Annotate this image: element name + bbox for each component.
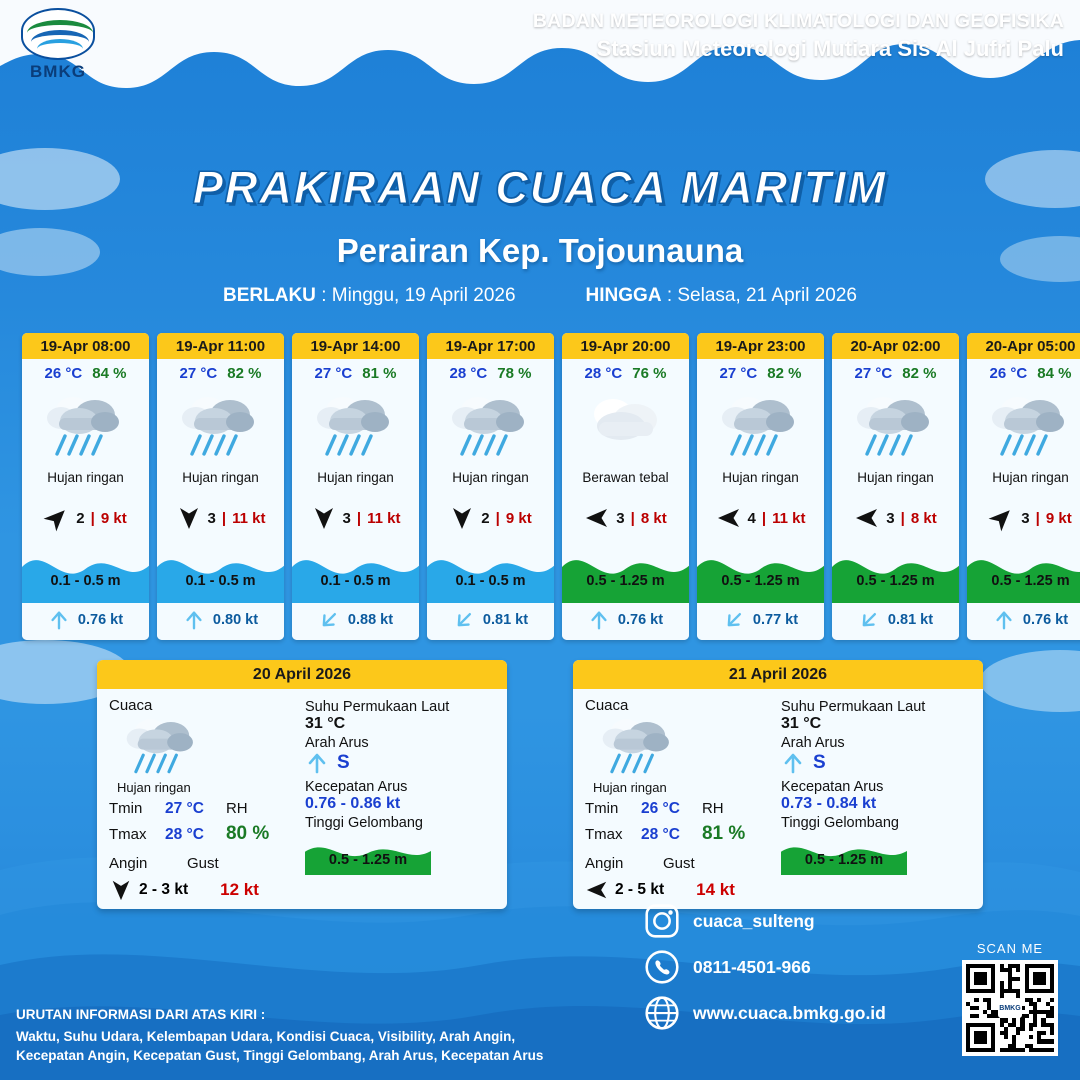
daily-current-speed-label: Kecepatan Arus bbox=[781, 779, 884, 795]
forecast-wind-scale: 3 bbox=[1021, 509, 1030, 527]
forecast-wind-speed: 9 kt bbox=[100, 509, 127, 527]
forecast-wave bbox=[292, 541, 419, 603]
contact-phone[interactable] bbox=[645, 950, 886, 984]
current-direction-arrow bbox=[48, 609, 70, 631]
forecast-wind: 2 | 9 kt bbox=[22, 491, 149, 541]
forecast-wind-scale: 3 bbox=[886, 509, 895, 527]
forecast-card bbox=[562, 333, 689, 640]
forecast-current bbox=[562, 603, 689, 640]
daily-wave-chip bbox=[305, 835, 431, 875]
org-line-2: Stasiun Meteorologi Mutiara Sis Al Jufri Palu bbox=[596, 36, 1064, 61]
forecast-time: 19-Apr 11:00 bbox=[157, 333, 284, 359]
website-url: www.cuaca.bmkg.go.id bbox=[693, 1002, 886, 1023]
daily-rh-value: 80 % bbox=[225, 823, 270, 844]
daily-current-speed-label: Kecepatan Arus bbox=[305, 779, 408, 795]
forecast-wave-height: 0.5 - 1.25 m bbox=[586, 573, 665, 589]
daily-tmin-value: 26 °C bbox=[641, 800, 680, 817]
daily-current-speed-value: 0.73 - 0.84 kt bbox=[781, 795, 877, 812]
daily-wind-row bbox=[585, 878, 775, 902]
forecast-current-speed: 0.80 kt bbox=[212, 612, 259, 628]
forecast-condition: Hujan ringan bbox=[182, 470, 259, 485]
bmkg-logo-mark bbox=[21, 8, 95, 60]
forecast-humidity: 76 % bbox=[632, 365, 667, 382]
forecast-time: 20-Apr 05:00 bbox=[967, 333, 1080, 359]
forecast-weather-icon bbox=[157, 384, 284, 470]
wind-direction-arrow bbox=[176, 505, 202, 531]
daily-wave-label: Tinggi Gelombang bbox=[305, 815, 423, 831]
forecast-wind: 3 | 11 kt bbox=[157, 491, 284, 541]
forecast-wind-scale: 2 bbox=[76, 509, 85, 527]
legend-note-title: URUTAN INFORMASI DARI ATAS KIRI : bbox=[16, 1007, 266, 1023]
forecast-temperature: 27 °C bbox=[854, 365, 893, 382]
daily-sst-label: Suhu Permukaan Laut bbox=[305, 699, 450, 715]
forecast-temperature: 28 °C bbox=[449, 365, 488, 382]
daily-weather-icon bbox=[585, 714, 775, 780]
forecast-temp-rh bbox=[967, 359, 1080, 384]
forecast-temp-rh bbox=[697, 359, 824, 384]
rain-icon bbox=[43, 388, 129, 466]
forecast-wave-height: 0.1 - 0.5 m bbox=[50, 573, 121, 589]
forecast-wind-speed: 9 kt bbox=[1045, 509, 1072, 527]
forecast-condition: Hujan ringan bbox=[47, 470, 124, 485]
wind-direction-arrow bbox=[584, 505, 610, 531]
forecast-temp-rh bbox=[157, 359, 284, 384]
forecast-current bbox=[832, 603, 959, 640]
forecast-current-speed: 0.76 kt bbox=[77, 612, 124, 628]
daily-wind-value: 2 - 5 kt bbox=[615, 881, 665, 898]
daily-sst-label: Suhu Permukaan Laut bbox=[781, 699, 926, 715]
wave-graphic bbox=[967, 541, 1080, 603]
forecast-wave bbox=[427, 541, 554, 603]
forecast-wave bbox=[967, 541, 1080, 603]
daily-panel-20-april bbox=[97, 660, 507, 909]
daily-condition: Hujan ringan bbox=[117, 780, 191, 795]
forecast-humidity: 81 % bbox=[362, 365, 397, 382]
forecast-card bbox=[292, 333, 419, 640]
daily-current-dir-label: Arah Arus bbox=[305, 735, 369, 751]
daily-tmin-label: Tmin bbox=[109, 800, 143, 817]
forecast-condition: Hujan ringan bbox=[452, 470, 529, 485]
daily-tmax-label: Tmax bbox=[585, 826, 623, 843]
daily-wave-chip bbox=[781, 835, 907, 875]
forecast-current bbox=[292, 603, 419, 640]
forecast-weather-icon bbox=[562, 384, 689, 470]
daily-tmax-value: 28 °C bbox=[641, 826, 680, 843]
forecast-wind: 3 | 9 kt bbox=[967, 491, 1080, 541]
bmkg-logo bbox=[14, 8, 102, 86]
forecast-wind-speed: 11 kt bbox=[232, 509, 266, 527]
daily-sst-value: 31 °C bbox=[781, 715, 822, 732]
forecast-current bbox=[697, 603, 824, 640]
forecast-weather-icon bbox=[427, 384, 554, 470]
page-title: PRAKIRAAN CUACA MARITIM bbox=[192, 162, 888, 213]
wind-direction-arrow bbox=[449, 505, 475, 531]
forecast-wind-speed: 8 kt bbox=[640, 509, 667, 527]
forecast-temp-rh bbox=[292, 359, 419, 384]
daily-condition: Hujan ringan bbox=[593, 780, 667, 795]
forecast-humidity: 82 % bbox=[227, 365, 262, 382]
forecast-temp-rh bbox=[22, 359, 149, 384]
instagram-icon bbox=[645, 904, 679, 938]
wave-graphic bbox=[697, 541, 824, 603]
qr-code[interactable] bbox=[962, 960, 1058, 1056]
contact-website[interactable] bbox=[645, 996, 886, 1030]
forecast-wind-scale: 3 bbox=[342, 509, 351, 527]
current-direction-arrow bbox=[313, 604, 344, 635]
forecast-wave-height: 0.1 - 0.5 m bbox=[185, 573, 256, 589]
globe-icon bbox=[645, 996, 679, 1030]
forecast-condition: Berawan tebal bbox=[582, 470, 669, 485]
daily-current-dir-value: S bbox=[813, 752, 826, 773]
forecast-current-speed: 0.77 kt bbox=[752, 612, 799, 628]
daily-wave-value: 0.5 - 1.25 m bbox=[804, 852, 884, 868]
header-org bbox=[533, 10, 1064, 62]
rain-icon bbox=[313, 388, 399, 466]
rain-icon bbox=[988, 388, 1074, 466]
forecast-humidity: 78 % bbox=[497, 365, 532, 382]
forecast-current-speed: 0.76 kt bbox=[1022, 612, 1069, 628]
forecast-card-list bbox=[22, 333, 1080, 640]
daily-rh-label: RH bbox=[225, 800, 248, 817]
forecast-time: 19-Apr 14:00 bbox=[292, 333, 419, 359]
forecast-card bbox=[157, 333, 284, 640]
wave-graphic bbox=[562, 541, 689, 603]
daily-cuaca-label: Cuaca bbox=[585, 697, 629, 714]
forecast-time: 20-Apr 02:00 bbox=[832, 333, 959, 359]
forecast-wave bbox=[22, 541, 149, 603]
daily-tmin-value: 27 °C bbox=[165, 800, 204, 817]
forecast-wind-speed: 9 kt bbox=[505, 509, 532, 527]
forecast-wind: 3 | 8 kt bbox=[562, 491, 689, 541]
daily-date: 21 April 2026 bbox=[573, 660, 983, 689]
forecast-condition: Hujan ringan bbox=[857, 470, 934, 485]
forecast-humidity: 84 % bbox=[92, 365, 127, 382]
valid-from bbox=[223, 285, 516, 307]
daily-tmax-label: Tmax bbox=[109, 826, 147, 843]
forecast-temp-rh bbox=[562, 359, 689, 384]
forecast-wave bbox=[697, 541, 824, 603]
forecast-temperature: 27 °C bbox=[314, 365, 353, 382]
contact-instagram[interactable] bbox=[645, 904, 886, 938]
forecast-temperature: 28 °C bbox=[584, 365, 623, 382]
rain-icon bbox=[448, 388, 534, 466]
forecast-card bbox=[427, 333, 554, 640]
daily-cuaca-label: Cuaca bbox=[109, 697, 153, 714]
daily-gust-label: Gust bbox=[663, 855, 695, 872]
forecast-wind-scale: 4 bbox=[747, 509, 756, 527]
daily-date: 20 April 2026 bbox=[97, 660, 507, 689]
forecast-wave bbox=[157, 541, 284, 603]
scan-block bbox=[962, 941, 1058, 1056]
forecast-weather-icon bbox=[832, 384, 959, 470]
rain-icon bbox=[599, 711, 678, 783]
current-direction-arrow bbox=[183, 609, 205, 631]
daily-current-dir-label: Arah Arus bbox=[781, 735, 845, 751]
current-direction-arrow bbox=[718, 604, 749, 635]
daily-tmin-label: Tmin bbox=[585, 800, 619, 817]
wave-graphic bbox=[292, 541, 419, 603]
forecast-wave-height: 0.1 - 0.5 m bbox=[455, 573, 526, 589]
forecast-wave-height: 0.5 - 1.25 m bbox=[856, 573, 935, 589]
bmkg-logo-text: BMKG bbox=[30, 62, 86, 81]
daily-wave-value: 0.5 - 1.25 m bbox=[328, 852, 408, 868]
forecast-wind-scale: 3 bbox=[207, 509, 216, 527]
forecast-wave bbox=[832, 541, 959, 603]
legend-note bbox=[16, 1005, 616, 1066]
wave-graphic bbox=[22, 541, 149, 603]
forecast-weather-icon bbox=[22, 384, 149, 470]
valid-from-value: : Minggu, 19 April 2026 bbox=[321, 285, 516, 306]
daily-angin-label: Angin bbox=[109, 855, 148, 872]
forecast-humidity: 82 % bbox=[902, 365, 937, 382]
forecast-current-speed: 0.88 kt bbox=[347, 612, 394, 628]
forecast-temperature: 26 °C bbox=[44, 365, 83, 382]
forecast-temp-rh bbox=[832, 359, 959, 384]
cloudy-icon bbox=[583, 388, 669, 466]
rain-icon bbox=[123, 711, 202, 783]
forecast-temperature: 27 °C bbox=[719, 365, 758, 382]
forecast-card bbox=[22, 333, 149, 640]
wind-direction-arrow bbox=[854, 505, 880, 531]
wind-direction-arrow bbox=[109, 878, 133, 902]
forecast-temp-rh bbox=[427, 359, 554, 384]
wind-direction-arrow bbox=[716, 505, 742, 531]
rain-icon bbox=[718, 388, 804, 466]
daily-gust-label: Gust bbox=[187, 855, 219, 872]
current-direction-arrow bbox=[853, 604, 884, 635]
forecast-wave bbox=[562, 541, 689, 603]
phone-number: 0811-4501-966 bbox=[693, 956, 811, 977]
daily-current-dir bbox=[305, 751, 495, 775]
daily-panel-21-april bbox=[573, 660, 983, 909]
current-direction-arrow bbox=[781, 751, 805, 775]
rain-icon bbox=[178, 388, 264, 466]
org-line-1: BADAN METEOROLOGI KLIMATOLOGI DAN GEOFISIKA bbox=[532, 10, 1064, 32]
forecast-wind: 3 | 11 kt bbox=[292, 491, 419, 541]
legend-note-line1: Waktu, Suhu Udara, Kelembapan Udara, Kondisi Cuaca, Visibility, Arah Angin, bbox=[16, 1028, 516, 1044]
forecast-humidity: 82 % bbox=[767, 365, 802, 382]
forecast-current bbox=[427, 603, 554, 640]
validity-row bbox=[0, 285, 1080, 307]
contact-block bbox=[645, 904, 886, 1042]
forecast-time: 19-Apr 17:00 bbox=[427, 333, 554, 359]
forecast-weather-icon bbox=[967, 384, 1080, 470]
forecast-current bbox=[967, 603, 1080, 640]
daily-gust-value: 12 kt bbox=[220, 880, 259, 899]
forecast-current bbox=[22, 603, 149, 640]
forecast-wave-height: 0.5 - 1.25 m bbox=[721, 573, 800, 589]
daily-rh-value: 81 % bbox=[701, 823, 746, 844]
daily-angin-label: Angin bbox=[585, 855, 624, 872]
forecast-temperature: 27 °C bbox=[179, 365, 218, 382]
forecast-card bbox=[697, 333, 824, 640]
current-direction-arrow bbox=[305, 751, 329, 775]
forecast-wind-scale: 2 bbox=[481, 509, 490, 527]
forecast-time: 19-Apr 08:00 bbox=[22, 333, 149, 359]
forecast-wind-scale: 3 bbox=[616, 509, 625, 527]
instagram-handle: cuaca_sulteng bbox=[693, 910, 815, 931]
wave-graphic bbox=[832, 541, 959, 603]
forecast-current bbox=[157, 603, 284, 640]
daily-current-speed-value: 0.76 - 0.86 kt bbox=[305, 795, 401, 812]
forecast-condition: Hujan ringan bbox=[317, 470, 394, 485]
forecast-time: 19-Apr 20:00 bbox=[562, 333, 689, 359]
forecast-card bbox=[832, 333, 959, 640]
valid-to bbox=[586, 285, 857, 307]
daily-gust-value: 14 kt bbox=[696, 880, 735, 899]
forecast-wind: 2 | 9 kt bbox=[427, 491, 554, 541]
wind-direction-arrow bbox=[39, 500, 76, 537]
page-subtitle: Perairan Kep. Tojounauna bbox=[336, 232, 744, 269]
forecast-wind-speed: 11 kt bbox=[772, 509, 806, 527]
valid-to-value: : Selasa, 21 April 2026 bbox=[666, 285, 857, 306]
forecast-time: 19-Apr 23:00 bbox=[697, 333, 824, 359]
wind-direction-arrow bbox=[311, 505, 337, 531]
phone-icon bbox=[645, 950, 679, 984]
wind-direction-arrow bbox=[984, 500, 1021, 537]
wave-graphic bbox=[157, 541, 284, 603]
valid-to-label: HINGGA bbox=[585, 285, 662, 306]
wind-direction-arrow bbox=[585, 878, 609, 902]
forecast-condition: Hujan ringan bbox=[992, 470, 1069, 485]
forecast-wave-height: 0.5 - 1.25 m bbox=[991, 573, 1070, 589]
forecast-weather-icon bbox=[697, 384, 824, 470]
daily-sst-value: 31 °C bbox=[305, 715, 346, 732]
daily-wind-row bbox=[109, 878, 299, 902]
forecast-wind: 4 | 11 kt bbox=[697, 491, 824, 541]
forecast-condition: Hujan ringan bbox=[722, 470, 799, 485]
wave-graphic bbox=[427, 541, 554, 603]
forecast-weather-icon bbox=[292, 384, 419, 470]
daily-wave-label: Tinggi Gelombang bbox=[781, 815, 899, 831]
forecast-current-speed: 0.76 kt bbox=[617, 612, 664, 628]
forecast-current-speed: 0.81 kt bbox=[482, 612, 529, 628]
scan-label: SCAN ME bbox=[976, 941, 1044, 956]
forecast-wind-speed: 11 kt bbox=[367, 509, 401, 527]
legend-note-line2: Kecepatan Angin, Kecepatan Gust, Tinggi Gelombang, Arah Arus, Kecepatan Arus bbox=[16, 1048, 544, 1064]
daily-current-dir bbox=[781, 751, 971, 775]
forecast-card bbox=[967, 333, 1080, 640]
forecast-wind: 3 | 8 kt bbox=[832, 491, 959, 541]
forecast-humidity: 84 % bbox=[1037, 365, 1072, 382]
current-direction-arrow bbox=[993, 609, 1015, 631]
current-direction-arrow bbox=[448, 604, 479, 635]
daily-weather-icon bbox=[109, 714, 299, 780]
qr-center-logo: BMKG bbox=[998, 998, 1022, 1018]
valid-from-label: BERLAKU bbox=[223, 285, 316, 306]
daily-rh-label: RH bbox=[701, 800, 724, 817]
forecast-wind-speed: 8 kt bbox=[910, 509, 937, 527]
forecast-wave-height: 0.1 - 0.5 m bbox=[320, 573, 391, 589]
rain-icon bbox=[853, 388, 939, 466]
daily-wind-value: 2 - 3 kt bbox=[139, 881, 189, 898]
current-direction-arrow bbox=[588, 609, 610, 631]
forecast-temperature: 26 °C bbox=[989, 365, 1028, 382]
daily-tmax-value: 28 °C bbox=[165, 826, 204, 843]
forecast-current-speed: 0.81 kt bbox=[887, 612, 934, 628]
daily-current-dir-value: S bbox=[337, 752, 350, 773]
